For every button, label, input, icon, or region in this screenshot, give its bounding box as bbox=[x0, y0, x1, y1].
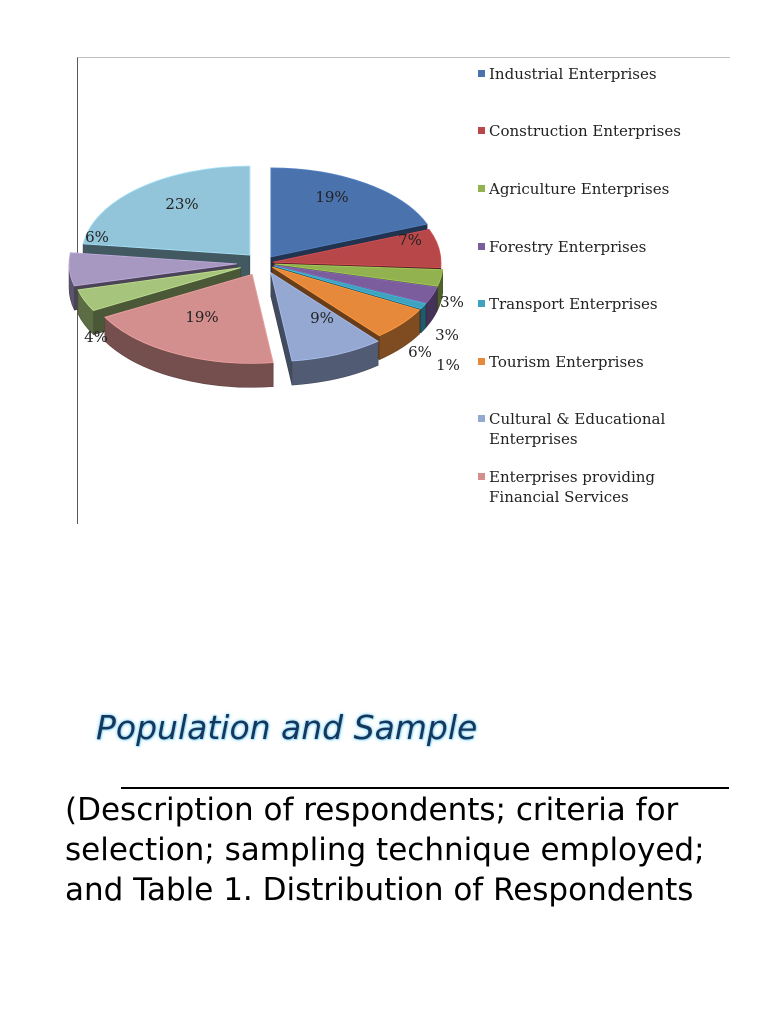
legend-label-financial-services: Enterprises providing Financial Services bbox=[489, 468, 656, 506]
legend-label-forestry: Forestry Enterprises bbox=[489, 238, 647, 256]
pie-slice-label-1: 7% bbox=[398, 231, 422, 249]
legend-swatch-cultural-educational bbox=[478, 415, 485, 422]
legend-item-tourism bbox=[478, 352, 728, 372]
pie-slice-label-6: 9% bbox=[310, 309, 334, 327]
legend-swatch-tourism bbox=[478, 358, 485, 365]
pie-slice-label-3: 3% bbox=[435, 326, 459, 344]
legend-item-forestry bbox=[478, 237, 728, 257]
legend-item-industrial bbox=[478, 64, 728, 84]
legend-label-industrial: Industrial Enterprises bbox=[489, 65, 657, 83]
legend-swatch-transport bbox=[478, 300, 485, 307]
legend-item-construction bbox=[478, 121, 728, 141]
legend-swatch-agriculture bbox=[478, 185, 485, 192]
legend-label-agriculture: Agriculture Enterprises bbox=[489, 180, 670, 198]
pie-slice-label-9: 6% bbox=[85, 228, 109, 246]
section-title: Population and Sample bbox=[96, 708, 478, 747]
legend-label-cultural-educational: Cultural & Educational Enterprises bbox=[489, 410, 666, 448]
legend-item-financial-services bbox=[478, 467, 728, 507]
legend-label-construction: Construction Enterprises bbox=[489, 122, 681, 140]
legend-item-agriculture bbox=[478, 179, 728, 199]
pie-slice-label-2: 3% bbox=[440, 293, 464, 311]
pie-slice-label-7: 19% bbox=[185, 308, 219, 326]
pie-slice-label-10: 23% bbox=[165, 195, 199, 213]
legend-swatch-financial-services bbox=[478, 473, 485, 480]
legend-swatch-industrial bbox=[478, 70, 485, 77]
pie-slice-label-5: 6% bbox=[408, 343, 432, 361]
pie-slice-label-0: 19% bbox=[315, 188, 349, 206]
legend-swatch-forestry bbox=[478, 243, 485, 250]
section-description: (Description of respondents; criteria for selection; sampling technique employed; and Table 1. Distribution of Respondents bbox=[65, 792, 705, 908]
legend-item-transport bbox=[478, 294, 728, 314]
legend-label-tourism: Tourism Enterprises bbox=[489, 353, 644, 371]
legend-swatch-construction bbox=[478, 127, 485, 134]
pie-slice-label-8: 4% bbox=[84, 328, 108, 346]
legend-item-cultural-educational bbox=[478, 409, 728, 449]
pie-slice-label-4: 1% bbox=[436, 356, 460, 374]
title-underline bbox=[121, 787, 729, 789]
legend-label-transport: Transport Enterprises bbox=[489, 295, 658, 313]
